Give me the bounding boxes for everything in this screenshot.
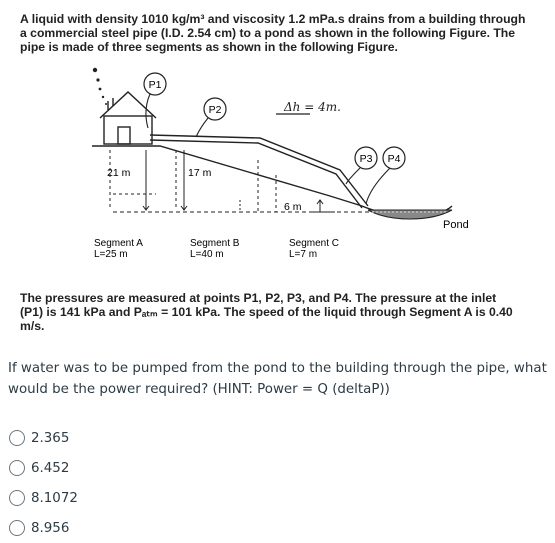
segment-a-name: Segment A [94,238,143,249]
problem-line-2: a commercial steel pipe (I.D. 2.54 cm) to a pond as shown in the following Figure. The [20,26,516,40]
question-text [8,358,553,400]
pressure-point-p1 [144,73,166,95]
answer-options [9,423,78,543]
height-21m-label: 21 m [107,167,131,179]
answer-option[interactable] [9,483,78,513]
pond-label: Pond [443,219,469,231]
answer-option[interactable] [9,513,78,543]
pressure-point-p3 [355,147,377,169]
problem-statement [20,12,540,54]
pipe-diagram [0,60,555,275]
answer-option[interactable] [9,453,78,483]
segment-b-length: L=40 m [190,249,224,260]
pressure-line-2: (P1) is 141 kPa and Pₐₜₘ = 101 kPa. The speed of the liquid through Segment A is 0.40 [20,305,513,319]
svg-text:P3: P3 [359,153,373,165]
problem-line-1: A liquid with density 1010 kg/m³ and viscosity 1.2 mPa.s drains from a building through [20,12,526,26]
height-17m-label: 17 m [188,167,212,179]
svg-text:P2: P2 [208,104,222,116]
pond-icon [368,210,452,219]
radio-button[interactable] [9,490,25,506]
pressure-statement [20,291,540,333]
dimension-lines [110,150,370,212]
question-line-2: would be the power required? (HINT: Power = Q (deltaP)) [8,382,390,397]
segment-b-name: Segment B [190,238,240,249]
svg-text:Δh = 4m.: Δh = 4m. [284,100,341,114]
pressure-line-3: m/s. [20,319,45,333]
handwritten-note [276,100,341,114]
problem-line-3: pipe is made of three segments as shown in the following Figure. [20,40,398,54]
answer-option-label: 8.1072 [31,490,78,506]
radio-button[interactable] [9,520,25,536]
answer-option-label: 6.452 [31,460,70,476]
question-line-1: If water was to be pumped from the pond to the building through the pipe, what [8,361,547,376]
answer-option[interactable] [9,423,78,453]
pressure-line-1: The pressures are measured at points P1, P2, P3, and P4. The pressure at the inlet [20,291,497,305]
segment-c-length: L=7 m [289,249,318,260]
answer-option-label: 8.956 [31,520,70,536]
svg-text:P4: P4 [387,153,401,165]
svg-text:P1: P1 [148,79,162,91]
answer-option-label: 2.365 [31,430,70,446]
segment-a-length: L=25 m [94,249,128,260]
radio-button[interactable] [9,430,25,446]
chimney-smoke-icon [93,68,107,105]
height-6m-label: 6 m [284,201,302,213]
segment-c-name: Segment C [289,238,340,249]
pressure-point-p2 [204,98,226,120]
pressure-point-p4 [383,147,405,169]
radio-button[interactable] [9,460,25,476]
